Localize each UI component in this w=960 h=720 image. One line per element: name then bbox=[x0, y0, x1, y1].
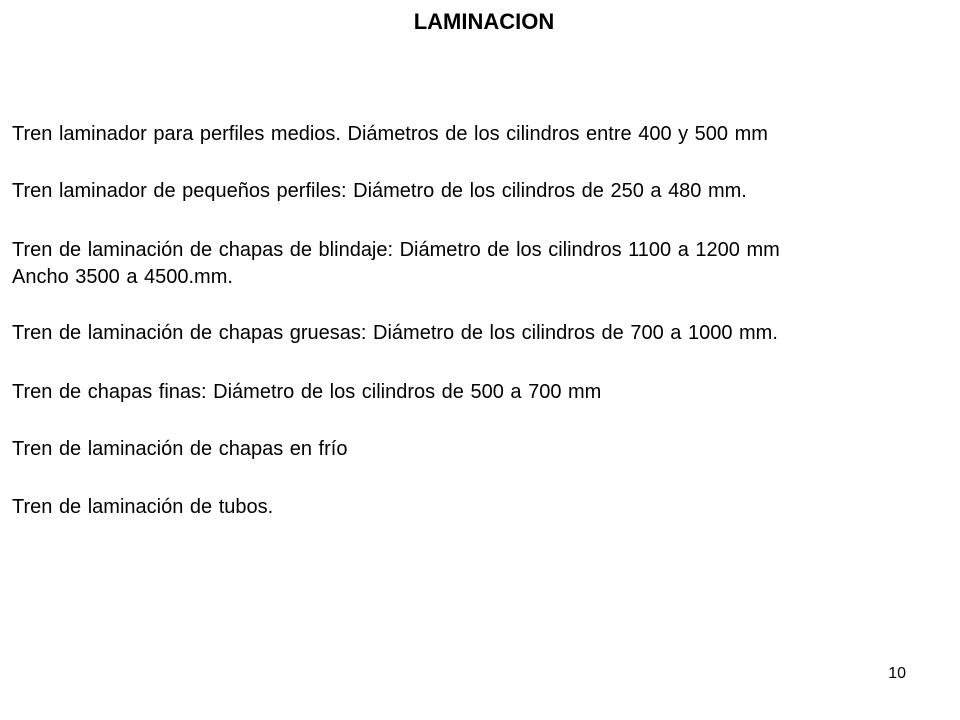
text-line-chapas-finas: Tren de chapas finas: Diámetro de los cilindros de 500 a 700 mm bbox=[12, 381, 602, 403]
page-number: 10 bbox=[888, 665, 906, 682]
text-line-chapas-blindaje: Tren de laminación de chapas de blindaje: Diámetro de los cilindros 1100 a 1200 mm bbox=[12, 239, 780, 261]
text-line-tubos: Tren de laminación de tubos. bbox=[12, 496, 274, 518]
page-title: LAMINACION bbox=[413, 9, 555, 34]
text-line-chapas-frio: Tren de laminación de chapas en frío bbox=[12, 438, 348, 460]
text-line-pequenos-perfiles: Tren laminador de pequeños perfiles: Diámetro de los cilindros de 250 a 480 mm. bbox=[12, 180, 747, 202]
text-line-chapas-gruesas: Tren de laminación de chapas gruesas: Diámetro de los cilindros de 700 a 1000 mm. bbox=[12, 322, 778, 344]
text-line-perfiles-medios: Tren laminador para perfiles medios. Diámetros de los cilindros entre 400 y 500 mm bbox=[12, 123, 768, 145]
text-line-ancho: Ancho 3500 a 4500.mm. bbox=[12, 266, 233, 288]
